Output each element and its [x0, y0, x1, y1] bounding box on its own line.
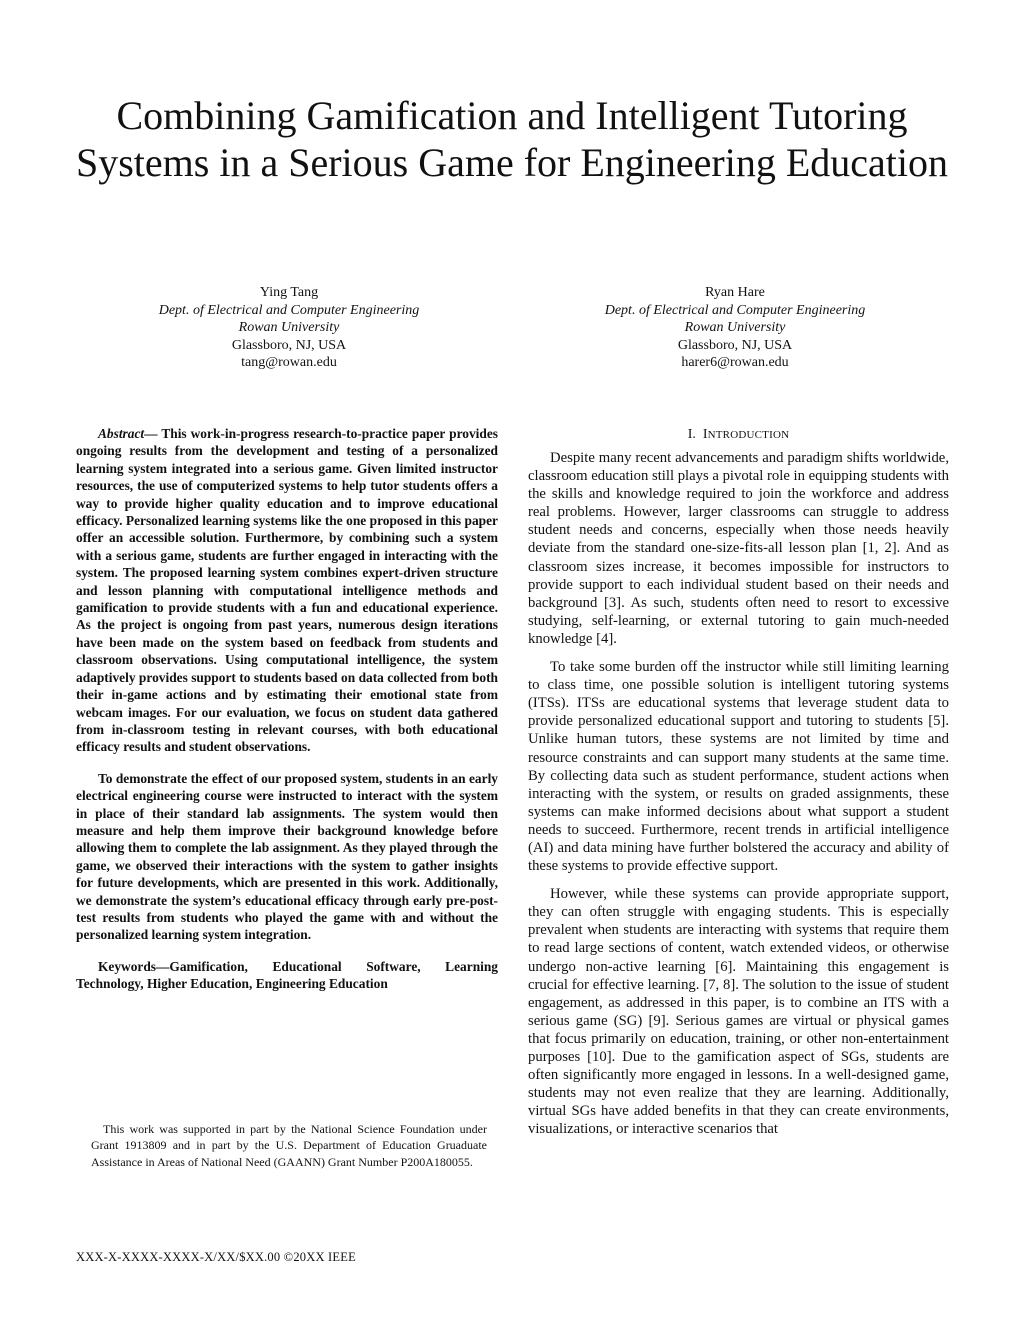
footnote-text: This work was supported in part by the National Science Foundation under Grant 1913809 and in part by the U.S. Department of Education Gruaduate Assistance in Areas of National Need (GAANN) Grant Number P200A180055. [91, 1122, 487, 1169]
author-name: Ryan Hare [705, 285, 765, 300]
author-location: Glassboro, NJ, USA [677, 337, 793, 353]
left-column [76, 425, 498, 993]
section-title-initial: I [702, 427, 708, 442]
author-block-1 [119, 284, 459, 372]
author-university: Rowan University [684, 320, 786, 335]
author-email: harer6@rowan.edu [681, 355, 789, 370]
abstract-paragraph [76, 425, 498, 756]
intro-paragraph-2: To take some burden off the instructor while still limiting learning to class time, one possible solution is intelligent tutoring systems (ITSs). ITSs are educational systems that leverage student data to provide personalized educational support and tutoring to students [5]. Unlike human tutors, these systems are not limited by time and resource constraints and can support many students at the same time. By collecting data such as student performance, student actions when interacting with the system, or results on graded assignments, these systems can make informed decisions about what support a student needs to succeed. Furthermore, recent trends in artificial intelligence (AI) and data mining have further bolstered the accuracy and ability of these systems to provide effective support. [528, 659, 949, 875]
author-department: Dept. of Electrical and Computer Engineering [158, 302, 420, 318]
keywords: Keywords—Gamification, Educational Software, Learning Technology, Higher Education, Engineering Education [76, 958, 498, 992]
author-block-2 [565, 284, 905, 372]
paper-title: Combining Gamification and Intelligent Tutoring Systems in a Serious Game for Engineering Education [75, 93, 949, 185]
intro-paragraph-3: However, while these systems can provide appropriate support, they can often struggle with engaging students. This is especially prevalent when students are interacting with systems that require them to read large sections of content, watch extended videos, or otherwise undergo non-active learning [6]. Maintaining this engagement is crucial for effective learning. [7, 8]. The solution to the issue of student engagement, as addressed in this paper, is to combine an ITS with a serious game (SG) [9]. Serious games are virtual or physical games that focus primarily on education, training, or other non-entertainment purposes [10]. Due to the gamification aspect of SGs, students are often significantly more engaged in lessons. In a well-designed game, students may not even realize that they are learning. Additionally, virtual SGs have added benefits in that they can create environments, visualizations, or interactive scenarios that [528, 886, 949, 1138]
abstract-dash: — [144, 426, 162, 441]
intro-paragraph-1: Despite many recent advancements and paradigm shifts worldwide, classroom education still plays a pivotal role in equipping students with the skills and knowledge required to join the workforce and address real problems. However, larger classrooms can struggle to address student needs and concerns, especially when those needs heavily deviate from the standard one-size-fits-all lesson plan [1, 2]. And as classroom sizes increase, it becomes impossible for instructors to provide support to each individual student based on their needs and background [3]. As such, students often need to resort to excessive studying, self-learning, or external tutoring to gain much-needed knowledge [4]. [528, 450, 949, 647]
right-column [528, 426, 949, 1138]
author-name: Ying Tang [259, 285, 319, 300]
copyright-footer: XXX-X-XXXX-XXXX-X/XX/$XX.00 ©20XX IEEE [76, 1250, 356, 1264]
section-number: I. [687, 427, 696, 442]
funding-footnote [91, 1121, 487, 1170]
section-title-rest: NTRODUCTION [707, 429, 790, 441]
author-university: Rowan University [238, 320, 340, 335]
abstract-label: Abstract [98, 426, 145, 441]
author-location: Glassboro, NJ, USA [231, 337, 347, 353]
author-email: tang@rowan.edu [241, 355, 337, 370]
author-department: Dept. of Electrical and Computer Engineering [604, 302, 866, 318]
abstract-text: This work-in-progress research-to-practice paper provides ongoing results from the development and testing of a personalized learning system integrated into a serious game. Given limited instructor resources, the use of computerized systems to help tutor students offers a way to provide higher quality education and to improve educational efficacy. Personalized learning systems like the one proposed in this paper offer an accessible solution. Furthermore, by combining such a system with a serious game, students are further engaged in interacting with the system. The proposed learning system combines expert-driven structure and lesson planning with computational intelligence methods and gamification to provide students with a fun and educational experience. As the project is ongoing from past years, numerous design iterations have been made on the system based on feedback from students and classroom observations. Using computational intelligence, the system adaptively provides support to students based on data collected from both their in-game actions and by estimating their emotional state from webcam images. For our evaluation, we focus on student data gathered from in-classroom testing in relevant courses, with both educational efficacy results and student observations. [76, 426, 498, 755]
section-heading-introduction [528, 426, 949, 444]
abstract-paragraph-2: To demonstrate the effect of our proposed system, students in an early electrical engineering course were instructed to interact with the system in place of their standard lab assignments. The system would then measure and help them improve their background knowledge before allowing them to complete the lab assignment. As they played through the game, we observed their interactions with the system to gather insights for future developments, which are presented in this work. Additionally, we demonstrate the system’s educational efficacy through early pre-post-test results from students who played the game with and without the personalized learning system integration. [76, 770, 498, 943]
